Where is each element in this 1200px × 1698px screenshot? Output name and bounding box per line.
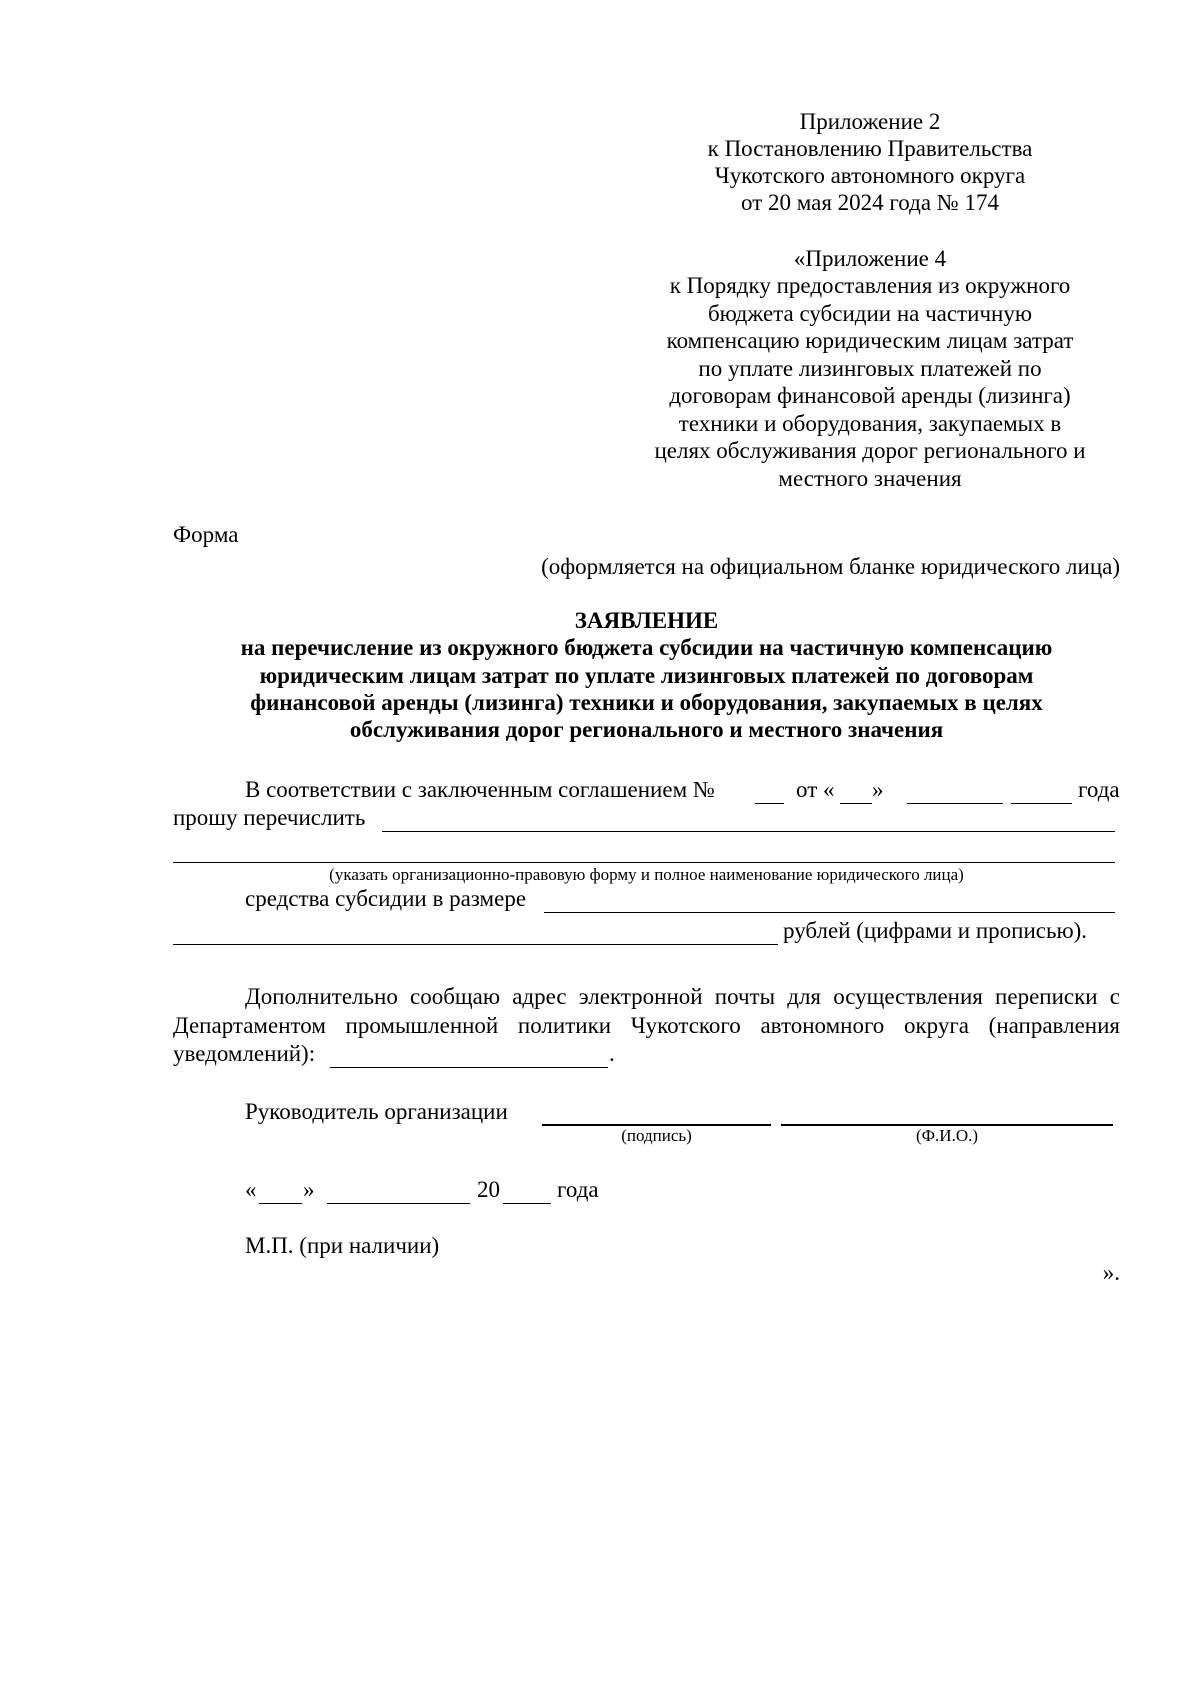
appendix-2-title: Приложение 2 [799, 109, 941, 134]
appendix-4-line: «Приложение 4 [793, 246, 947, 271]
agreement-from-text: от « [796, 777, 835, 802]
organization-hint: (указать организационно-правовую форму и полное наименование юридического лица) [329, 865, 964, 884]
closing-quote: ». [1102, 1260, 1120, 1285]
email-field[interactable] [330, 1067, 608, 1068]
date-open-quote: « [245, 1177, 257, 1202]
form-label: Форма [173, 522, 239, 547]
amount-label: средства субсидии в размере [245, 886, 527, 911]
agreement-number-field[interactable] [755, 803, 784, 804]
signature-label: Руководитель организации [245, 1099, 508, 1124]
appendix-4-line: по уплате лизинговых платежей по [698, 356, 1042, 381]
email-line: Департаментом промышленной политики Чукотского автономного округа (направления [173, 1013, 1120, 1038]
agreement-month-field[interactable] [907, 803, 1003, 804]
organization-name-field-2[interactable] [173, 862, 1115, 863]
appendix-2-decree-date: от 20 мая 2024 года № 174 [741, 190, 999, 215]
title-line: финансовой аренды (лизинга) техники и оборудования, закупаемых в целях [250, 690, 1043, 715]
amount-words-field[interactable] [173, 944, 778, 945]
agreement-day-field[interactable] [840, 803, 872, 804]
email-line: Дополнительно сообщаю адрес электронной почты для осуществления переписки с [245, 984, 1120, 1009]
organization-name-field[interactable] [382, 831, 1115, 832]
full-name-hint: (Ф.И.О.) [915, 1126, 979, 1145]
agreement-year-field[interactable] [1011, 803, 1072, 804]
date-year-word: года [557, 1177, 599, 1202]
appendix-4-line: договорам финансовой аренды (лизинга) [669, 383, 1071, 408]
agreement-year-word: года [1078, 777, 1120, 802]
date-day-field[interactable] [259, 1203, 302, 1204]
title-line: юридическим лицам затрат по уплате лизинговых платежей по договорам [259, 663, 1034, 688]
appendix-4-line: к Порядку предоставления из окружного [669, 273, 1071, 298]
email-paragraph [173, 982, 1120, 1040]
appendix-4-line: бюджета субсидии на частичную [707, 301, 1033, 326]
appendix-4-line: техники и оборудования, закупаемых в [678, 411, 1062, 436]
agreement-text: В соответствии с заключенным соглашением № [245, 777, 715, 802]
appendix-4-line: местного значения [778, 466, 962, 491]
request-text: прошу перечислить [173, 805, 366, 830]
blank-note: (оформляется на официальном бланке юридического лица) [541, 554, 1120, 579]
date-year-field[interactable] [503, 1203, 551, 1204]
amount-suffix: рублей (цифрами и прописью). [783, 918, 1088, 943]
email-last-line: уведомлений): [173, 1041, 316, 1066]
amount-field[interactable] [544, 912, 1115, 913]
email-end: . [609, 1041, 615, 1066]
appendix-4-line: компенсацию юридическим лицам затрат [666, 328, 1074, 353]
date-close-quote: » [303, 1177, 315, 1202]
date-century: 20 [477, 1177, 500, 1202]
signature-hint: (подпись) [621, 1126, 692, 1145]
stamp-label: М.П. (при наличии) [245, 1233, 440, 1258]
agreement-close-quote: » [872, 777, 884, 802]
date-month-field[interactable] [327, 1203, 470, 1204]
title-line: на перечисление из окружного бюджета субсидии на частичную компенсацию [240, 635, 1053, 660]
appendix-2-line: к Постановлению Правительства [707, 136, 1033, 161]
title-line: обслуживания дорог регионального и местного значения [349, 717, 944, 742]
appendix-4-line: целях обслуживания дорог регионального и [654, 438, 1086, 463]
appendix-2-line: Чукотского автономного округа [714, 163, 1026, 188]
title-heading: ЗАЯВЛЕНИЕ [574, 608, 719, 633]
